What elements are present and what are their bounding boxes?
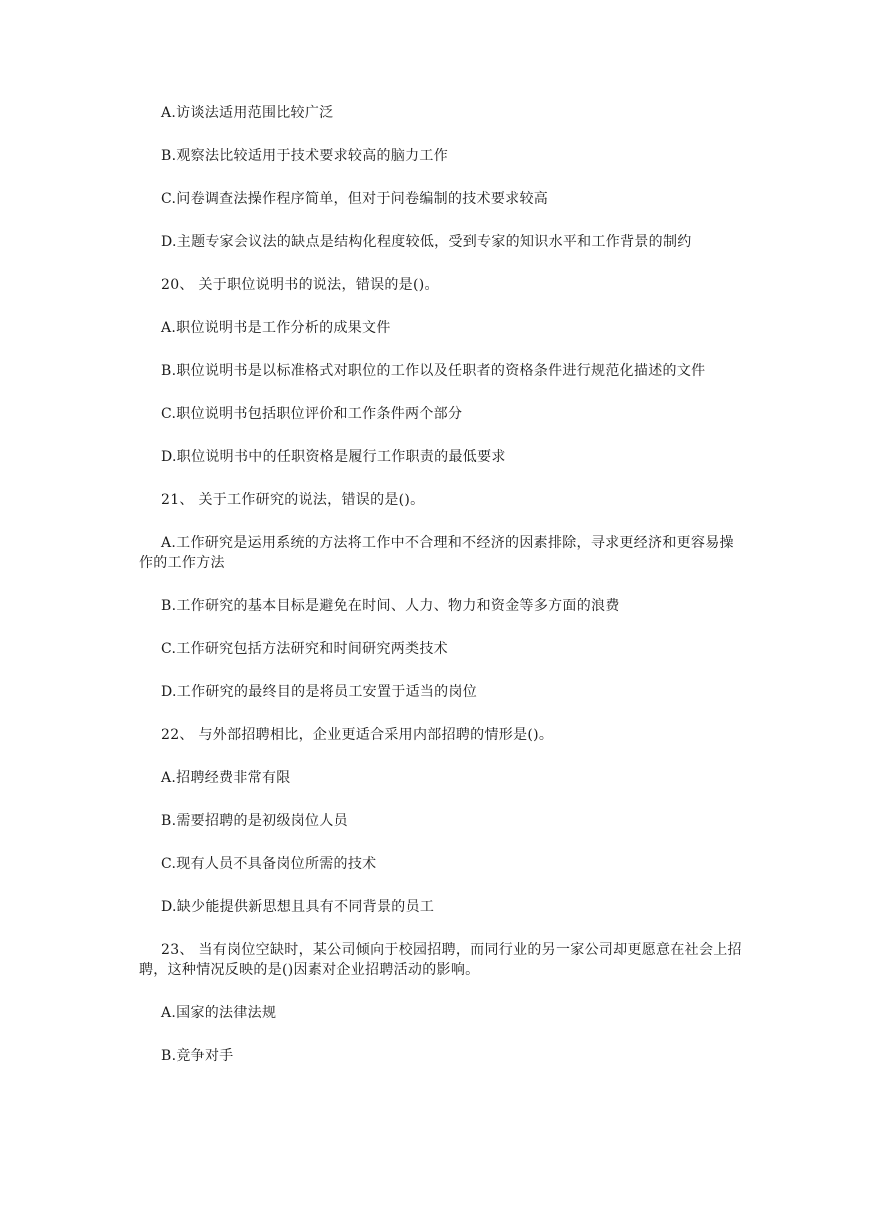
question-21-option-a: A.工作研究是运用系统的方法将工作中不合理和不经济的因素排除，寻求更经济和更容易操作的工作方法 xyxy=(139,535,734,571)
question-20-option-d: D.职位说明书中的任职资格是履行工作职责的最低要求 xyxy=(161,449,506,465)
question-22-option-b: B.需要招聘的是初级岗位人员 xyxy=(161,813,348,829)
question-21: 21、 关于工作研究的说法，错误的是()。 xyxy=(161,492,425,508)
question-23-option-a: A.国家的法律法规 xyxy=(161,1005,277,1021)
question-20-option-b: B.职位说明书是以标准格式对职位的工作以及任职者的资格条件进行规范化描述的文件 xyxy=(161,363,706,379)
question-22: 22、 与外部招聘相比，企业更适合采用内部招聘的情形是()。 xyxy=(161,727,554,743)
question-21-option-b: B.工作研究的基本目标是避免在时间、人力、物力和资金等多方面的浪费 xyxy=(161,598,620,614)
question-22-option-a: A.招聘经费非常有限 xyxy=(161,770,291,786)
question-20-option-c: C.职位说明书包括职位评价和工作条件两个部分 xyxy=(161,406,463,422)
document-body xyxy=(139,103,747,1089)
option-a-interview: A.访谈法适用范围比较广泛 xyxy=(161,105,334,121)
option-c-questionnaire: C.问卷调查法操作程序简单，但对于问卷编制的技术要求较高 xyxy=(161,191,549,207)
question-21-option-c: C.工作研究包括方法研究和时间研究两类技术 xyxy=(161,641,448,657)
question-22-option-c: C.现有人员不具备岗位所需的技术 xyxy=(161,856,377,872)
question-23-option-b: B.竞争对手 xyxy=(161,1048,234,1064)
question-22-option-d: D.缺少能提供新思想且具有不同背景的员工 xyxy=(161,899,435,915)
question-21-option-d: D.工作研究的最终目的是将员工安置于适当的岗位 xyxy=(161,684,478,700)
option-d-expert-meeting: D.主题专家会议法的缺点是结构化程度较低，受到专家的知识水平和工作背景的制约 xyxy=(161,234,692,250)
option-b-observation: B.观察法比较适用于技术要求较高的脑力工作 xyxy=(161,148,449,164)
question-20-option-a: A.职位说明书是工作分析的成果文件 xyxy=(161,320,391,336)
question-20: 20、 关于职位说明书的说法，错误的是()。 xyxy=(161,277,439,293)
question-23: 23、 当有岗位空缺时，某公司倾向于校园招聘，而同行业的另一家公司却更愿意在社会上招聘，这种情况反映的是()因素对企业招聘活动的影响。 xyxy=(139,942,742,978)
